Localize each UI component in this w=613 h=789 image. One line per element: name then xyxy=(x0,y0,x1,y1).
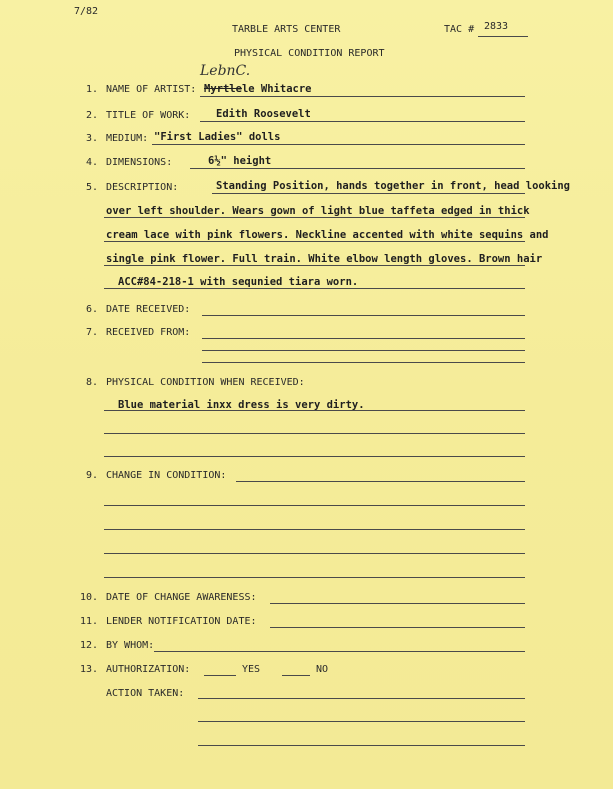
field-2-label: TITLE OF WORK: xyxy=(106,110,191,121)
action-taken-line-1 xyxy=(198,698,525,699)
field-1-number: 1. xyxy=(86,84,99,95)
field-11-label: LENDER NOTIFICATION DATE: xyxy=(106,616,257,627)
condition-received-line-2 xyxy=(104,433,525,434)
tac-label: TAC # xyxy=(444,24,475,35)
condition-received-value: Blue material inxx dress is very dirty. xyxy=(118,399,365,411)
change-condition-line-1 xyxy=(236,481,525,482)
field-4-number: 4. xyxy=(86,157,99,168)
no-blank xyxy=(282,675,310,676)
medium-value: "First Ladies" dolls xyxy=(154,131,281,143)
field-12-label: BY WHOM: xyxy=(106,640,155,651)
title-of-work-line xyxy=(200,121,525,122)
report-date: 7/82 xyxy=(74,6,99,17)
field-2-number: 2. xyxy=(86,110,99,121)
artist-name-value xyxy=(204,83,311,95)
field-8-number: 8. xyxy=(86,377,99,388)
condition-received-line-1 xyxy=(104,410,525,411)
description-line-1: Standing Position, hands together in front, head looking xyxy=(216,180,571,192)
field-1-label: NAME OF ARTIST: xyxy=(106,84,197,95)
yes-label: YES xyxy=(242,664,261,675)
dimensions-line xyxy=(190,168,525,169)
field-10-label: DATE OF CHANGE AWARENESS: xyxy=(106,592,257,603)
description-rule-3 xyxy=(104,241,525,242)
by-whom-line xyxy=(154,651,525,652)
tac-number-line xyxy=(478,36,528,37)
change-condition-line-3 xyxy=(104,529,525,530)
description-rule-1 xyxy=(212,193,525,194)
description-line-3: cream lace with pink flowers. Neckline accented with white sequins and xyxy=(106,229,549,241)
field-13-number: 13. xyxy=(80,664,99,675)
received-from-line-2 xyxy=(202,350,525,351)
field-13-label: AUTHORIZATION: xyxy=(106,664,191,675)
lender-notification-line xyxy=(270,627,525,628)
field-9-label: CHANGE IN CONDITION: xyxy=(106,470,227,481)
received-from-line-3 xyxy=(202,362,525,363)
field-5-number: 5. xyxy=(86,182,99,193)
description-line-2: over left shoulder. Wears gown of light blue taffeta edged in thick xyxy=(106,205,530,217)
description-line-5: ACC#84-218-1 with sequnied tiara worn. xyxy=(118,276,359,288)
field-7-label: RECEIVED FROM: xyxy=(106,327,191,338)
artist-name-struck: Myrtle xyxy=(204,83,242,95)
field-3-label: MEDIUM: xyxy=(106,133,149,144)
field-4-label: DIMENSIONS: xyxy=(106,157,173,168)
no-label: NO xyxy=(316,664,329,675)
handwritten-note: LebnC. xyxy=(200,63,251,79)
tac-number: 2833 xyxy=(484,21,509,32)
change-awareness-line xyxy=(270,603,525,604)
field-10-number: 10. xyxy=(80,592,99,603)
title-of-work-value: Edith Roosevelt xyxy=(216,108,311,120)
field-8-label: PHYSICAL CONDITION WHEN RECEIVED: xyxy=(106,377,305,388)
artist-name-line xyxy=(200,96,525,97)
field-6-label: DATE RECEIVED: xyxy=(106,304,191,315)
condition-received-line-3 xyxy=(104,456,525,457)
description-rule-2 xyxy=(104,217,525,218)
action-taken-line-2 xyxy=(198,721,525,722)
field-3-number: 3. xyxy=(86,133,99,144)
field-11-number: 11. xyxy=(80,616,99,627)
field-7-number: 7. xyxy=(86,327,99,338)
org-name: TARBLE ARTS CENTER xyxy=(232,24,341,35)
yes-blank xyxy=(204,675,236,676)
description-rule-5 xyxy=(104,288,525,289)
field-5-label: DESCRIPTION: xyxy=(106,182,179,193)
action-taken-line-3 xyxy=(198,745,525,746)
received-from-line-1 xyxy=(202,338,525,339)
date-received-line xyxy=(202,315,525,316)
change-condition-line-2 xyxy=(104,505,525,506)
dimensions-value: 6½" height xyxy=(208,155,272,167)
description-line-4: single pink flower. Full train. White elbow length gloves. Brown hair xyxy=(106,253,543,265)
field-6-number: 6. xyxy=(86,304,99,315)
artist-name-rest: le Whitacre xyxy=(241,83,312,95)
change-condition-line-4 xyxy=(104,553,525,554)
field-9-number: 9. xyxy=(86,470,99,481)
action-taken-label: ACTION TAKEN: xyxy=(106,688,185,699)
field-12-number: 12. xyxy=(80,640,99,651)
medium-line xyxy=(152,144,525,145)
change-condition-line-5 xyxy=(104,577,525,578)
report-title: PHYSICAL CONDITION REPORT xyxy=(234,48,385,59)
description-rule-4 xyxy=(104,265,525,266)
